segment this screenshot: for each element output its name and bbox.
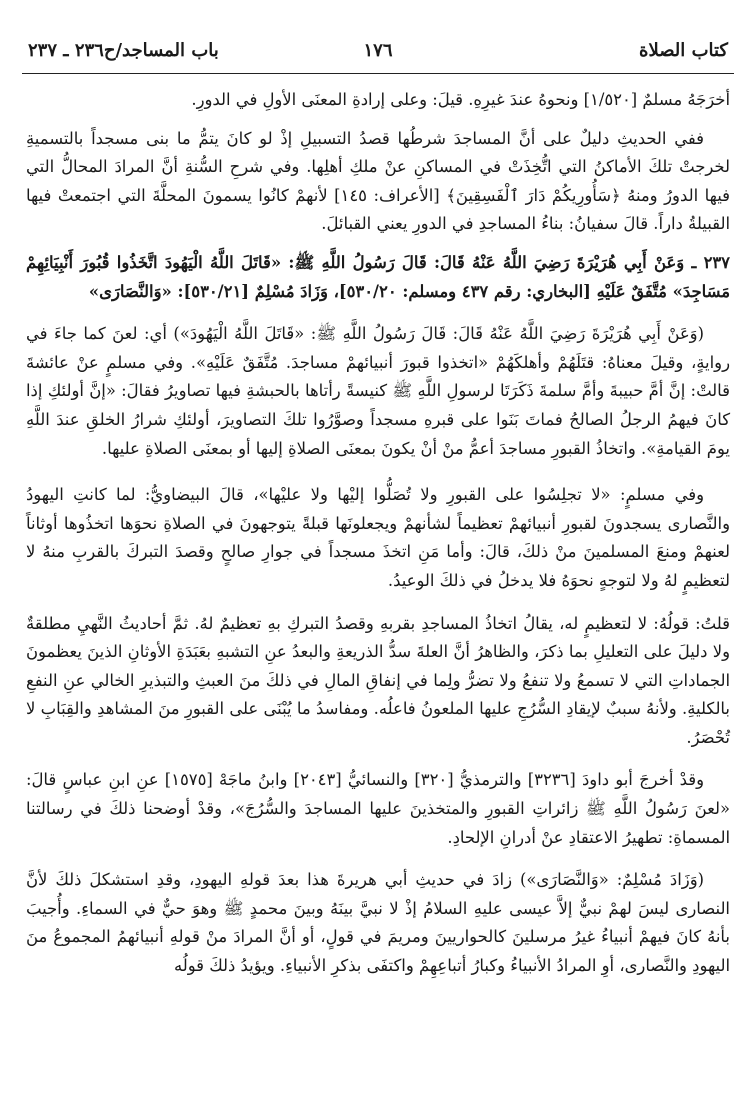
paragraph-commentary-mosques: ففي الحديثِ دليلٌ على أنَّ المساجدَ شرطُها قصدُ التسبيلِ إذْ لو كانَ يتمُّ ما بنى مسجداً بالتسميةِ لخرجتْ تلكَ الأماكنُ التي اتُّخِذَتْ في المساكنِ عنْ ملكِ أهلِها. وفي شرحِ السُّنةِ أنَّ المرادَ المحالُّ التي فيها الدورُ ومنهُ ﴿سَأُورِيكُمْ دَارَ ٱلْفَسِقِينَ﴾ [الأعراف: ١٤٥] لأنهمْ كانُوا يسمونَ المحلَّةَ التي اجتمعتْ فيها القبيلةُ داراً. قالَ سفيانُ: بناءُ المساجدِ في الدورِ يعني القبائلَ. xyxy=(26,128,730,234)
paragraph-muslim-addition: (وَزَادَ مُسْلِمٌ: «وَالنَّصَارَى») زادَ في حديثِ أبي هريرةَ هذا بعدَ قولهِ اليهودِ، وقدِ استشكلَ ذلكَ لأنَّ النصارى ليسَ لهمْ نبيٌّ إلاَّ عيسى عليهِ السلامُ إذْ لا نبيَّ بينَهُ وبينَ محمدٍ ﷺ وهوَ حيٌّ في السماءِ. وأُجيبَ بأنهُ كانَ فيهمْ أنبياءُ غيرُ مرسلينَ كالحواريينَ ومريمَ في قولٍ، أو أنَّ المرادَ منْ قولهِ أنبيائهمُ المجموعُ منَ اليهودِ والنَّصارى، أوِ المرادُ الأنبياءُ وكبارُ أتباعِهِمْ واكتفَى بذكرِ الأنبياءِ. ويؤيدُ ذلكَ قولُه xyxy=(26,870,730,976)
running-header xyxy=(22,36,734,66)
hadith-237-text: ٢٣٧ ـ وَعَنْ أَبِي هُرَيْرَةَ رَضِيَ اللَّهُ عَنْهُ قَالَ: قَالَ رَسُولُ اللَّهِ ﷺ: «قَاتَلَ اللَّهُ الْيَهُودَ اتَّخَذُوا قُبُورَ أَنْبِيَائِهِمْ مَسَاجِدَ» مُتَّفَقٌ عَلَيْهِ [البخاري: رقم ٤٣٧ ومسلم: ٥٣٠/٢٠]، وَزَادَ مُسْلِمٌ [٥٣٠/٢١]: «وَالنَّصَارَى» xyxy=(26,252,730,301)
page-body xyxy=(26,86,730,981)
paragraph-hadith-explanation: (وَعَنْ أَبِي هُرَيْرَةَ رَضِيَ اللَّهُ عَنْهُ قَالَ: قَالَ رَسُولُ اللَّهِ ﷺ: «قَاتَلَ اللَّهُ الْيَهُودَ») أي: لعنَ كما جاءَ في روايةٍ، وقيلَ معناهُ: قتَلَهُمْ وأهلكَهُمْ «اتخذوا قبورَ أنبيائهمْ مساجدَ. مُتَّفَقٌ عَلَيْهِ». وفي مسلمٍ عنْ عائشةَ قالتْ: إنَّ أمَّ حبيبةَ وأمَّ سلمةَ ذَكَرَتَا لرسولِ اللَّهِ ﷺ كنيسةً رأتاها بالحبشةِ فيها تصاويرُ فقالَ: «إنَّ أولئكِ إذا كانَ فيهمُ الرجلُ الصالحُ فماتَ بَنَوا على قبرهِ مسجداً وصوَّرُوا تلكَ التصاويرَ، أولئكِ شرارُ الخلقِ عندَ اللَّهِ يومَ القيامةِ». واتخاذُ القبورِ مساجدَ أعمُّ منْ أنْ يكونَ بمعنَى الصلاةِ إليها أو بمعنَى الصلاةِ عليها. xyxy=(26,324,730,458)
paragraph-baydawi: وفي مسلمٍ: «لا تجلِسُوا على القبورِ ولا تُصَلُّوا إليْها ولا عليْها»، قالَ البيضاويُّ: لما كانتِ اليهودُ والنَّصارى يسجدونَ لقبورِ أنبيائهمْ تعظيماً لشأنهمْ ويجعلونَها قبلةً يتوجهونَ في الصلاةِ نحوَها اتخذُوها أوثاناً لعنهمْ ومنعَ المسلمينَ منْ ذلكَ، قالَ: وأما مَنِ اتخذَ مسجداً في جوارِ صالحٍ وقصدَ التبركَ بالقربِ منهُ لا لتعظيمٍ لهُ ولا لتوجهٍ نحوَهُ فلا يدخلُ في ذلكَ الوعيدُ. xyxy=(26,485,730,590)
paragraph-takhrij: أخرَجَهُ مسلمٌ [١/٥٢٠] ونحوهُ عندَ غيرِهِ. قيلَ: وعلى إرادةِ المعنَى الأولِ في الدورِ. xyxy=(191,90,730,109)
paragraph-ibn-abbas: وقدْ أخرجَ أبو داودَ [٣٢٣٦] والترمذيُّ [٣٢٠] والنسائيُّ [٢٠٤٣] وابنُ ماجَهْ [١٥٧٥] عنِ ابنِ عباسٍ قالَ: «لعنَ رَسُولُ اللَّهِ ﷺ زائراتِ القبورِ والمتخذينَ عليها المساجدَ والسُّرُجَ»، وقدْ أوضحنا ذلكَ في رسالتنا المسماةِ: تطهيرُ الاعتقادِ عنْ أدرانِ الإلحادِ. xyxy=(26,770,730,847)
page-number: ١٧٦ xyxy=(363,40,393,61)
header-divider xyxy=(22,73,734,74)
book-title: كتاب الصلاة xyxy=(639,40,728,61)
paragraph-author-comment: قلتُ: قولُهُ: لا لتعظيمٍ له، يقالُ اتخاذُ المساجدِ بقربهِ وقصدُ التبركِ بهِ تعظيمٌ لهُ. ثمَّ أحاديثُ النَّهيِ مطلقةٌ ولا دليلَ على التعليلِ بما ذكرَ، والظاهرُ أنَّ العلةَ سدُّ الذريعةِ والبعدُ عنِ التشبهِ بعَبَدَةِ الأوثانِ الذينَ يعظمونَ الجماداتِ التي لا تسمعُ ولا تنفعُ ولا تضرُّ ولِما في إنفاقِ المالِ في ذلكَ منَ العبثِ والتبذيرِ الخالي عنِ النفعِ بالكليةِ. ولأنهُ سببٌ لإيقادِ السُّرُجِ عليها الملعونُ فاعلُه. ومفاسدُ ما يُبْنَى على القبورِ منَ المشاهدِ والقِبَابِ لا تُحْصَرُ. xyxy=(26,613,730,747)
chapter-reference: باب المساجد/ح٢٣٦ ـ ٢٣٧ xyxy=(28,40,219,61)
